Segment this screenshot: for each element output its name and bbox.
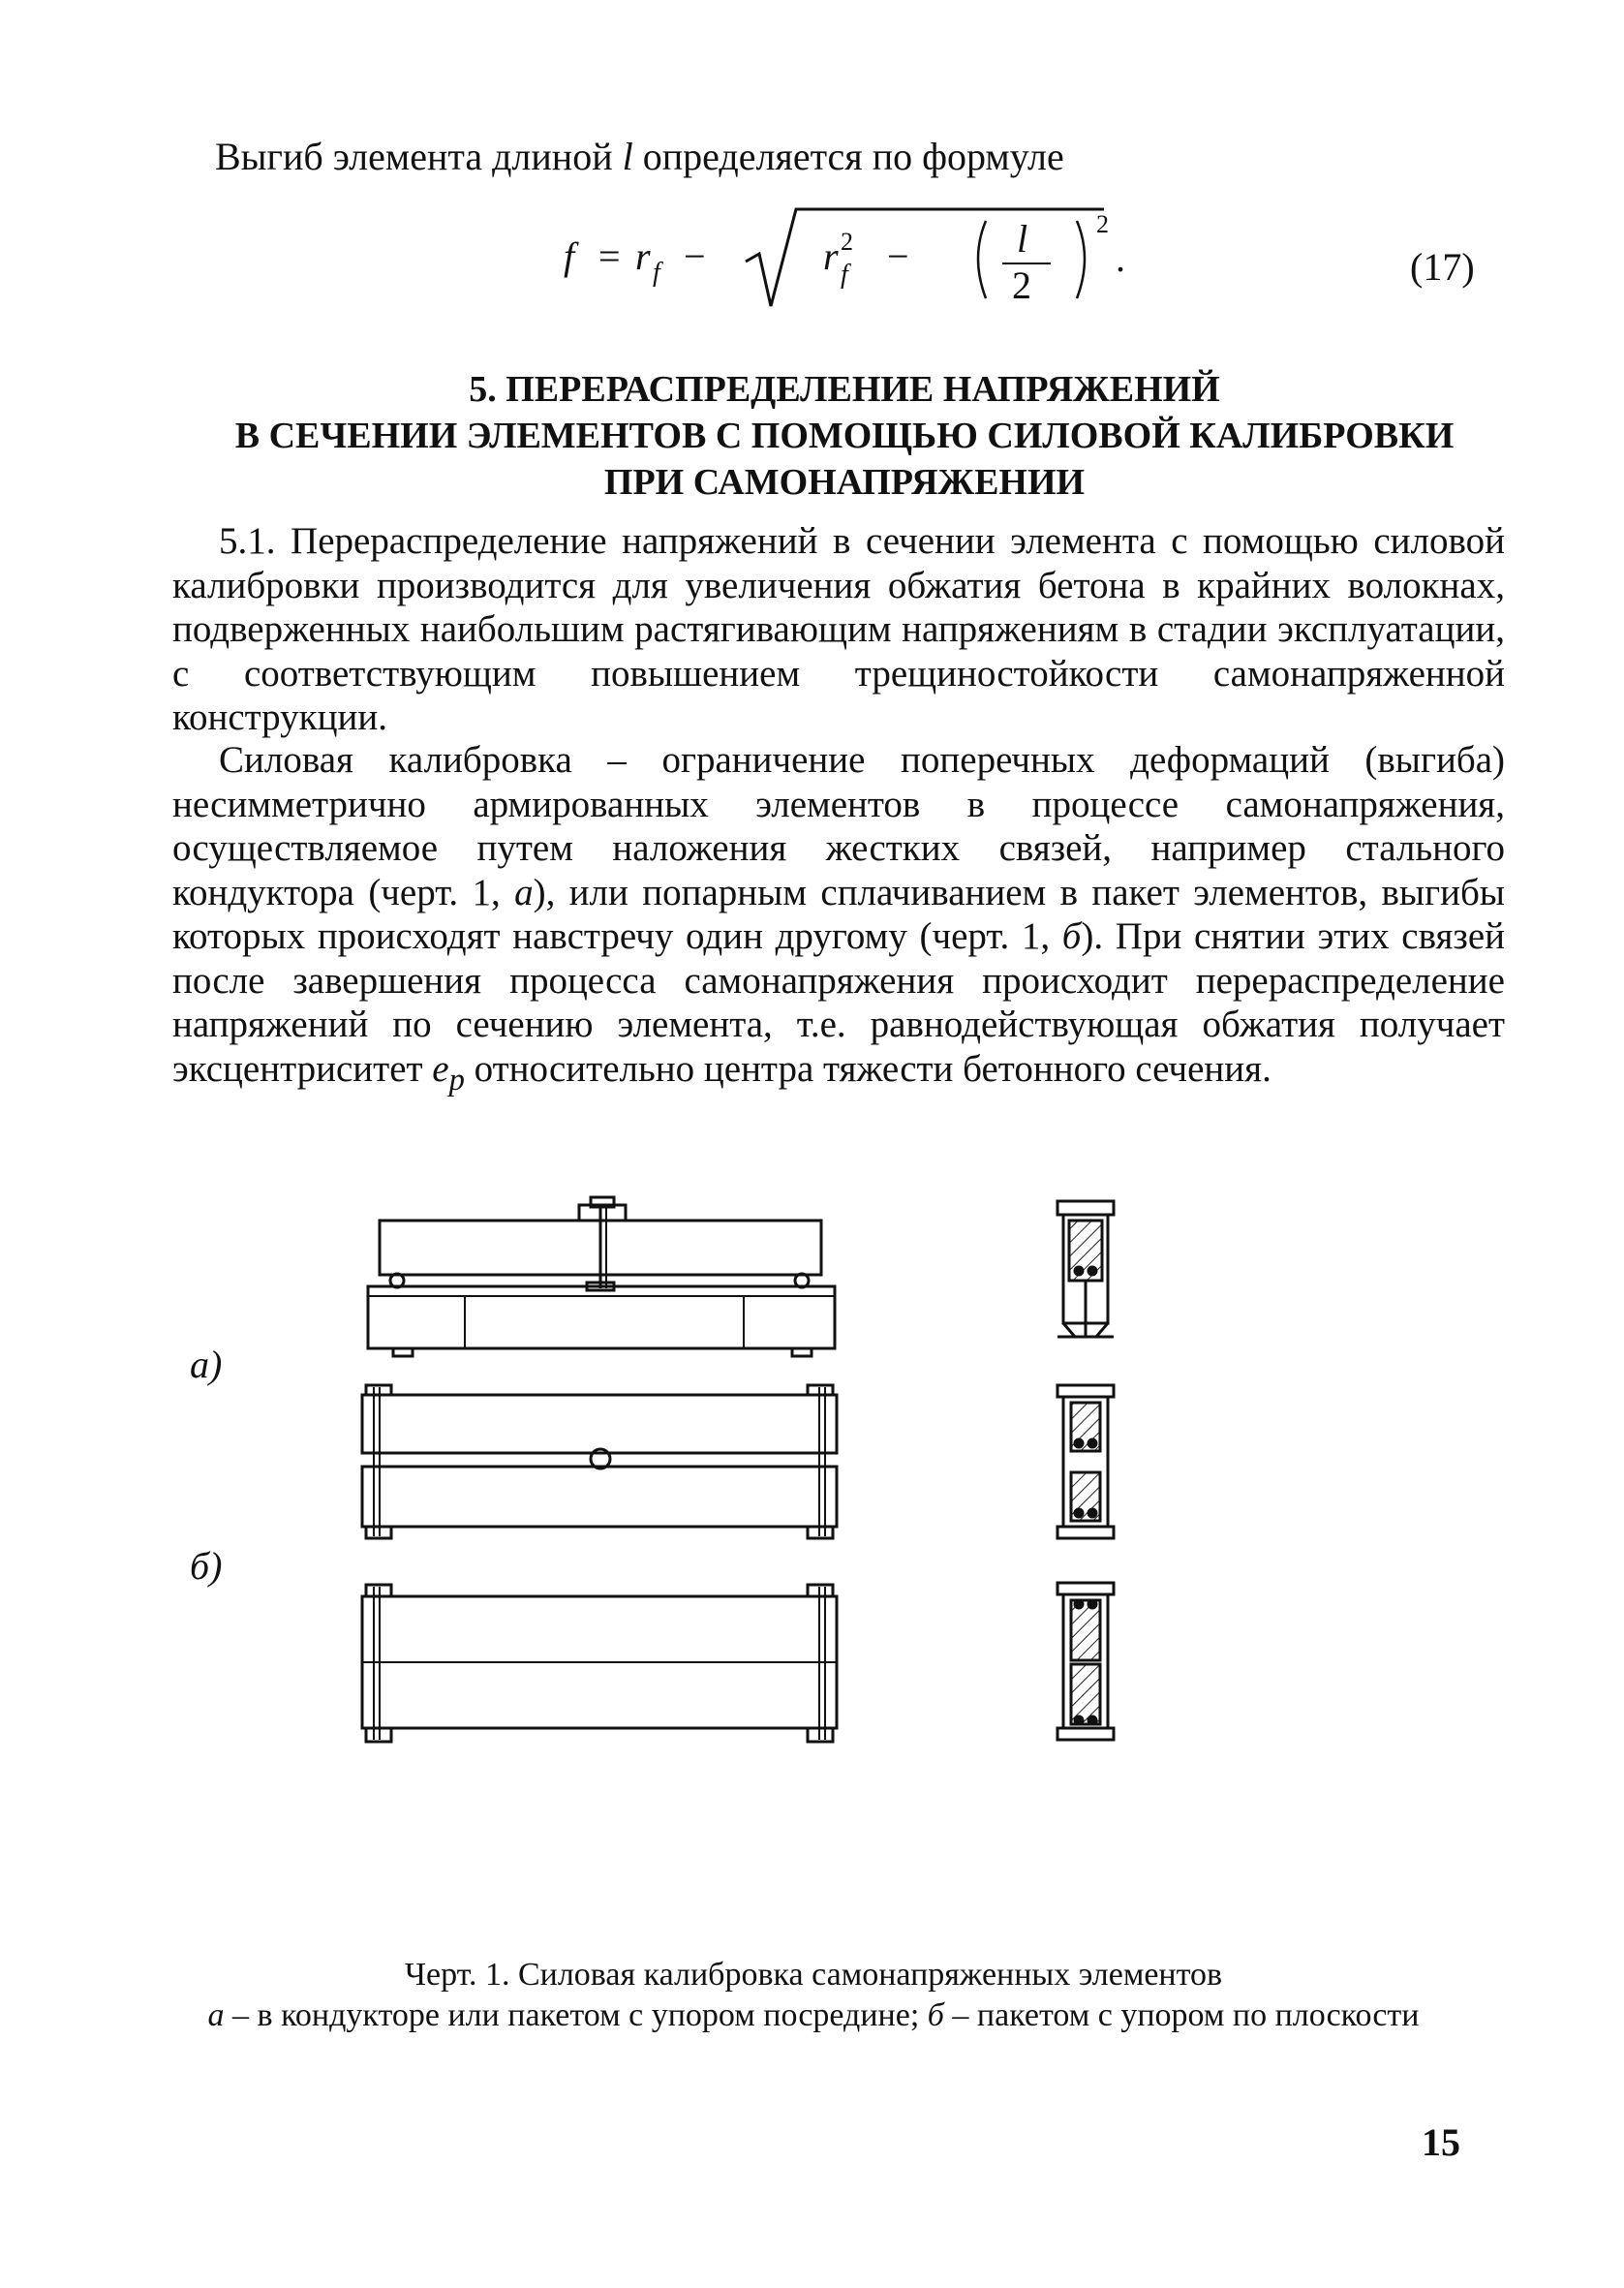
p2-ref-a: а [514, 871, 534, 913]
label-b: б) [190, 1544, 223, 1588]
paragraph-calibration [172, 738, 1505, 1102]
heading-line-2: В СЕЧЕНИИ ЭЛЕМЕНТОВ С ПОМОЩЬЮ СИЛОВОЙ КАЛИБРОВКИ [234, 416, 1455, 456]
parentheses [978, 221, 1085, 298]
page-number: 15 [1422, 2120, 1460, 2164]
diagram-a-section [1057, 1201, 1114, 1337]
intro-after: определяется по формуле [642, 135, 1064, 178]
caption-b-text: – пакетом с упором по плоскости [943, 1997, 1420, 2033]
heading-line-3: ПРИ САМОНАПРЯЖЕНИИ [603, 462, 1086, 503]
p2-part2: ), или попарным сплачиванием в пакет элементов, выгибы которых происходят навстречу один другому (черт. 1, [172, 871, 1506, 957]
caption-b: б [927, 1997, 944, 2033]
formula-minus1: − [684, 234, 706, 278]
formula-f: f [564, 234, 575, 278]
formula-r1-sub: f [653, 258, 660, 288]
p2-part4: относительно центра тяжести бетонного сечения. [474, 1047, 1272, 1090]
radical-sign [746, 209, 1104, 306]
intro-before: Выгиб элемента длиной [215, 135, 613, 178]
caption-line-2 [145, 1995, 1482, 2036]
section-heading [215, 366, 1474, 506]
formula-eq: = [598, 234, 621, 278]
caption-a: а [207, 1997, 225, 2033]
formula-dot: . [1116, 236, 1125, 280]
caption-line-1: Черт. 1. Силовая калибровка самонапряженных элементов [404, 1957, 1223, 1993]
intro-var-l: l [622, 135, 633, 178]
paragraph-5-1: 5.1. Перераспределение напряжений в сечении элемента с помощью силовой калибровки производится для увеличения обжатия бетона в крайних волокнах, подверженных наибольшим растягивающим напряжениям в стадии эксплуатации, с соответствующим повышением трещиностойкости самонапряженной конструкции. [172, 520, 1505, 738]
formula-17 [523, 194, 1491, 320]
figure-1 [190, 1191, 1317, 1928]
diagram-b2-section [1057, 1583, 1114, 1740]
figure-caption [145, 1955, 1482, 2036]
formula-two: 2 [1012, 263, 1031, 307]
formula-minus2: − [887, 234, 909, 278]
caption-a-text: – в кондукторе или пакетом с упором посредине; [224, 1997, 920, 2033]
p2-ref-b: б [1061, 915, 1082, 957]
formula-r2-sq: 2 [841, 228, 853, 256]
p2-part1: Силовая калибровка – ограничение поперечных деформаций (выгиба) несимметрично армированных элементов в процессе самонапряжения, осуществляемое путем наложения жестких связей, например стального кондуктора (черт. 1, [172, 739, 1505, 913]
p2-part3: ). При снятии этих связей после завершения процесса самонапряжения происходит перераспределение напряжений по сечению элемента, т.е. равнодействующая обжатия получает эксцентриситет [172, 915, 1505, 1090]
figure-drawing [190, 1191, 1317, 1928]
heading-line-1: 5. ПЕРЕРАСПРЕДЕЛЕНИЕ НАПРЯЖЕНИЙ [469, 369, 1220, 410]
diagram-b1-pair [362, 1385, 837, 1538]
diagram-a-beam [368, 1197, 835, 1356]
formula-graphic [523, 194, 1298, 320]
diagram-b1-section [1057, 1385, 1114, 1538]
formula-r2: r [823, 234, 839, 278]
p2-ep: $e_p$ [432, 1047, 465, 1098]
equation-number: (17) [1410, 245, 1475, 289]
formula-l: l [1017, 217, 1028, 261]
formula-outer-sq: 2 [1096, 210, 1109, 238]
diagram-b2-pair [362, 1585, 837, 1742]
formula-r1: r [635, 234, 651, 278]
formula-r2-sub: f [841, 260, 848, 290]
formula-intro [215, 134, 1474, 180]
label-a: а) [190, 1343, 223, 1386]
